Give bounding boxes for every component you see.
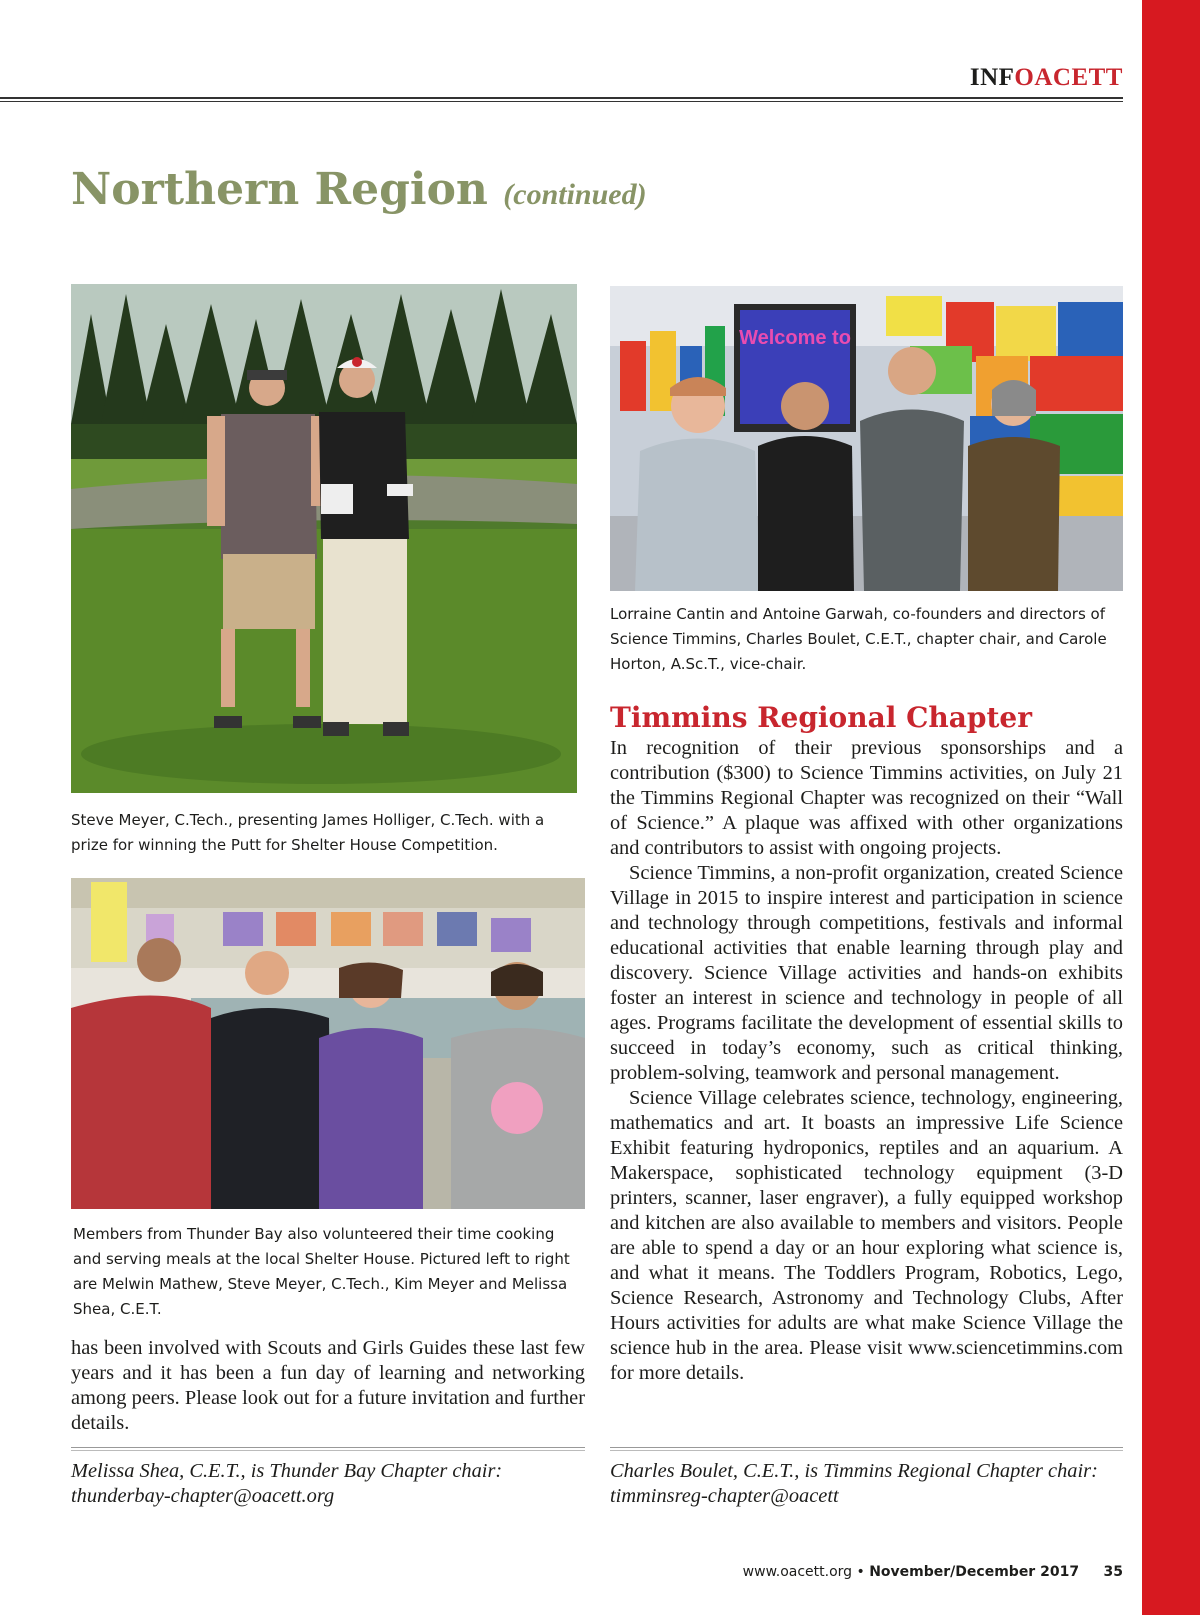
kitchen-photo [71,878,585,1209]
right-signoff-line: Charles Boulet, C.E.T., is Timmins Regional Chapter chair: [610,1460,1098,1482]
publication-logo [900,64,1123,92]
right-body-paragraph-2: Science Timmins, a non-profit organization, created Science Village in 2015 to inspire interest and participation in science and technology through competitions, festivals and informal educational activities that enable learning through play and discovery. Science Village activities and hands-on exhibits foster an interest in science and technology in people of all ages. Programs facilitate the development of essential skills to succeed in today’s economy, such as critical thinking, problem-solving, teamwork and personal management. [610,862,1123,1084]
section-title [71,162,647,223]
right-body-paragraph-3: Science Village celebrates science, technology, engineering, mathematics and art. It boasts an impressive Life Science Exhibit featuring hydroponics, reptiles and an aquarium. A Makerspace, sophisticated technology equipment (3-D printers, scanner, laser engraver), a fully equipped workshop and kitchen are also available to members and visitors. People are able to spend a day or an hour exploring what science is, and what it means. The Toddlers Program, Robotics, Lego, Science Research, Astronomy and Technology Clubs, After Hours activities for adults are what make Science Village the science hub in the area. Please visit www.sciencetimmins.com for more details. [610,1087,1123,1384]
header-rule [0,97,1123,99]
header-rule-thin [0,101,1123,102]
section-title-continued: (continued) [503,178,647,211]
left-column-body [71,1336,585,1436]
right-signoff [610,1459,1123,1509]
left-signoff-email: thunderbay-chapter@oacett.org [71,1485,335,1507]
right-signoff-email: timminsreg-chapter@oacett [610,1485,839,1507]
left-signoff-rule [71,1447,585,1448]
welcome-screen-text: Welcome to [739,327,851,349]
footer-issue-date: November/December 2017 [869,1564,1080,1580]
accent-bar [1142,0,1200,1615]
left-signoff [71,1459,585,1509]
footer-separator: • [856,1564,865,1580]
right-signoff-rule [610,1447,1123,1448]
logo-prefix: INF [969,64,1015,91]
golf-photo [71,284,577,793]
golf-photo-caption: Steve Meyer, C.Tech., presenting James Holliger, C.Tech. with a prize for winning the Putt for Shelter House Competition. [71,811,545,854]
footer-website: www.oacett.org [742,1564,853,1580]
logo-suffix: OACETT [1014,64,1123,91]
left-signoff-rule-2 [71,1450,585,1451]
right-signoff-rule-2 [610,1450,1123,1451]
kitchen-photo-caption: Members from Thunder Bay also volunteered their time cooking and serving meals at the local Shelter House. Pictured left to right are Melwin Mathew, Steve Meyer, C.Tech., Kim Meyer and Melissa Shea, C.E.T. [73,1225,570,1318]
left-signoff-line: Melissa Shea, C.E.T., is Thunder Bay Chapter chair: [71,1460,503,1482]
right-column-body [610,736,1123,1386]
page-footer [700,1560,1123,1584]
section-title-main: Northern Region [71,164,488,215]
science-centre-photo [610,286,1123,591]
left-body-paragraph: has been involved with Scouts and Girls Guides these last few years and it has been a fun day of learning and networking among peers. Please look out for a future invitation and further details. [71,1337,585,1434]
chapter-heading: Timmins Regional Chapter [610,701,1032,734]
page-number: 35 [1103,1564,1123,1580]
right-body-paragraph-1: In recognition of their previous sponsorships and a contribution ($300) to Science Timmins activities, on July 21 the Timmins Regional Chapter was recognized on their “Wall of Science.” A plaque was affixed with other organizations and contributors to assist with ongoing projects. [610,737,1123,859]
science-centre-photo-caption: Lorraine Cantin and Antoine Garwah, co-founders and directors of Science Timmins, Charles Boulet, C.E.T., chapter chair, and Carole Horton, A.Sc.T., vice-chair. [610,605,1107,673]
